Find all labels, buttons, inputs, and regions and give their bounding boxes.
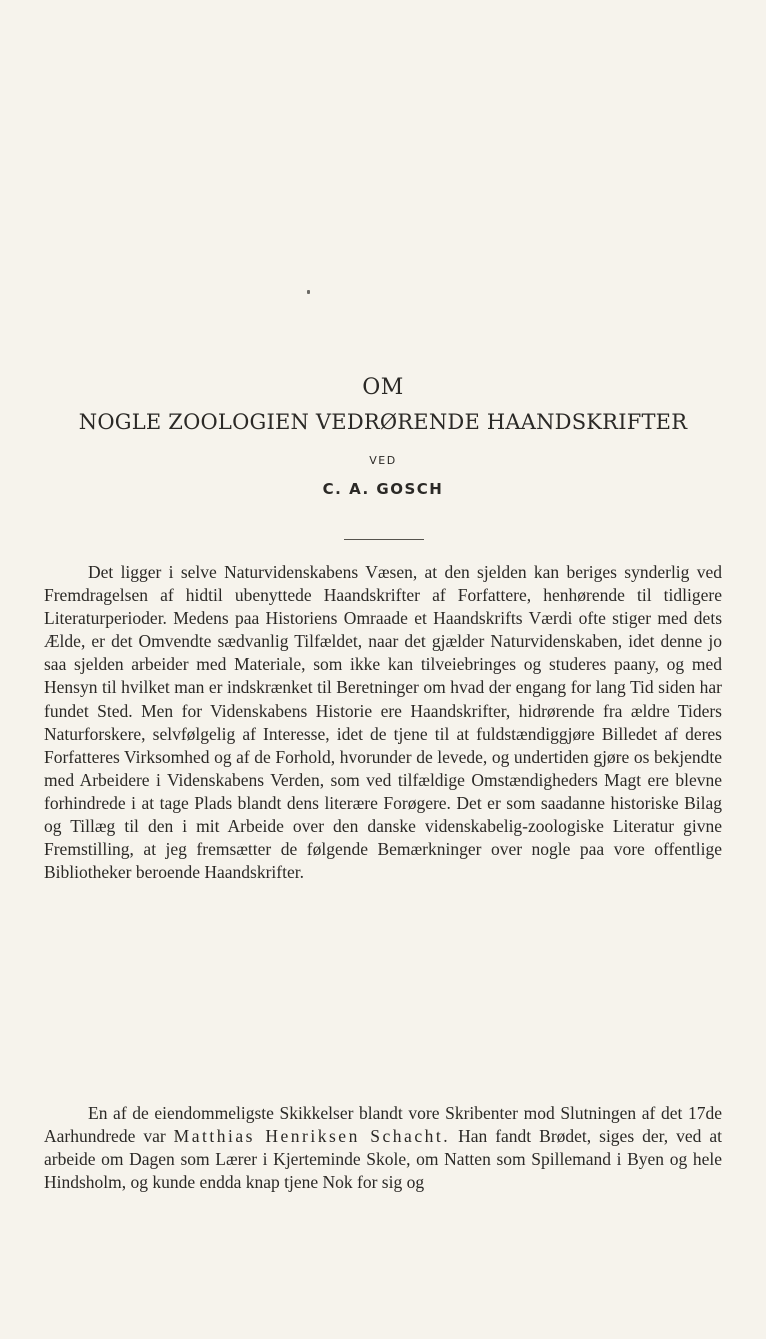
scan-speck — [307, 290, 310, 294]
article-title: NOGLE ZOOLOGIEN VEDRØRENDE HAANDSKRIFTER — [78, 410, 688, 434]
person-name-spaced: Matthias Henriksen Schacht. — [173, 1126, 451, 1147]
title-om: OM — [362, 375, 404, 400]
author-name: C. A. GOSCH — [322, 480, 444, 498]
paragraph-2-start: En af de eiendommeligste Skikkelser blandt vore Skribenter mod Slutningen af det 17de Aarhundrede var — [44, 1103, 722, 1147]
byline-ved: VED — [369, 454, 397, 467]
paragraph-2-end: Han fandt Brødet, siges der, ved at arbeide om Dagen som Lærer i Kjerteminde Skole, om Natten som Spillemand i Byen og hele Hindsholm, og kunde endda knap tjene Nok for sig og — [44, 1126, 722, 1193]
paragraph-2 — [44, 1102, 722, 1194]
title-divider — [344, 539, 424, 540]
paragraph-1: Det ligger i selve Naturvidenskabens Væsen, at den sjelden kan beriges synderlig ved Fremdragelsen af hidtil ubenyttede Haandskrifter af Forfattere, henhørende til tidligere Literaturperioder. Medens paa Historiens Omraade et Haandskrifts Værdi ofte stiger med dets Ælde, er det Omvendte sædvanlig Tilfældet, naar det gjælder Naturvidenskaben, idet denne jo saa sjelden arbeider med Materiale, som ikke kan tilveiebringes og studeres paany, og med Hensyn til hvilket man er indskrænket til Beretninger om hvad der engang for lang Tid siden har fundet Sted. Men for Videnskabens Historie ere Haandskrifter, hidrørende fra ældre Tiders Naturforskere, selvfølgelig af Interesse, idet de tjene til at fuldstændiggjøre Billedet af deres Forfatteres Virksomhed og af de Forhold, hvorunder de levede, og undertiden gjøre os bekjendte med Arbeidere i Videnskabens Verden, som ved tilfældige Omstændigheders Magt ere blevne forhindrede i at tage Plads blandt dens literære Forøgere. Det er som saadanne historiske Bilag og Tillæg til den i mit Arbeide over den danske videnskabelig-zoologiske Literatur givne Fremstilling, at jeg fremsætter de følgende Bemærkninger over nogle paa vore offentlige Bibliotheker beroende Haandskrifter. — [44, 562, 722, 883]
